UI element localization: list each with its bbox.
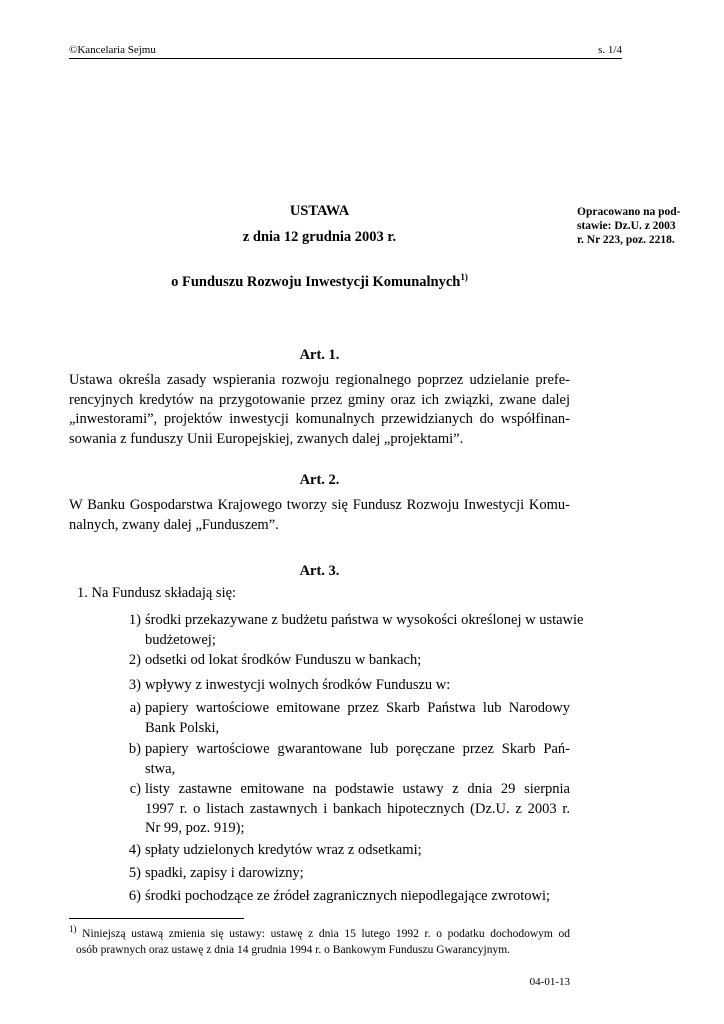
act-type: USTAWA	[289, 203, 350, 219]
footnote-mark: 1)	[69, 924, 77, 935]
list-subitem: b) papiery wartościowe gwarantowane lub poręczane przez Skarb Pań- stwa,	[128, 741, 570, 777]
act-date: z dnia 12 grudnia 2003 r.	[242, 229, 397, 245]
article-2-heading: Art. 2.	[299, 472, 340, 488]
document-date: 04-01-13	[529, 976, 570, 988]
footnote-divider	[69, 918, 244, 919]
list-item: 1) środki przekazywane z budżetu państwa w wysokości określonej w ustawie budżetowej;	[128, 612, 584, 648]
page-number: s. 1/4	[598, 44, 622, 56]
act-title: o Funduszu Rozwoju Inwestycji Komunalnych$^{1)}$	[171, 272, 468, 290]
article-2-text: W Banku Gospodarstwa Krajowego tworzy się Fundusz Rozwoju Inwestycji Komu- nalnych, zwany dalej „Funduszem”.	[69, 497, 570, 533]
list-item: 4) spłaty udzielonych kredytów wraz z odsetkami;	[128, 842, 422, 858]
list-item: 5) spadki, zapisy i darowizny;	[128, 865, 304, 881]
list-item: 6) środki pochodzące ze źródeł zagranicznych niepodlegające zwrotowi;	[128, 888, 550, 904]
list-item: 3) wpływy z inwestycji wolnych środków Funduszu w:	[128, 677, 451, 693]
header-copyright: ©Kancelaria Sejmu	[69, 44, 156, 56]
page-header	[69, 44, 622, 59]
list-item: 2) odsetki od lokat środków Funduszu w bankach;	[128, 652, 422, 668]
list-subitem: a) papiery wartościowe emitowane przez Skarb Państwa lub Narodowy Bank Polski,	[129, 700, 570, 736]
footnote: $^{1)}$ Niniejszą ustawą zmienia się ustawy: ustawę z dnia 15 lutego 1992 r. o podatku dochodowym od osób prawnych oraz ustawę z dnia 14 grudnia 1994 r. o Bankowym Funduszu Gwarancyjnym.	[69, 924, 570, 956]
source-note: Opracowano na pod- stawie: Dz.U. z 2003 r. Nr 223, poz. 2218.	[577, 206, 681, 246]
article-3-intro: 1. Na Fundusz składają się:	[77, 585, 237, 601]
article-1-text: Ustawa określa zasady wspierania rozwoju regionalnego poprzez udzielanie prefe- rencyjnych kredytów na przygotowanie przez gminy oraz ich związki, zwane dalej „inwestorami”, projektów inwestycji komunalnych przewidzianych do współfinan- sowania z funduszy Unii Europejskiej, zwanych dalej „projektami”.	[69, 372, 570, 447]
article-1-heading: Art. 1.	[299, 347, 340, 363]
footnote-ref[interactable]: 1)	[460, 272, 468, 283]
article-3-heading: Art. 3.	[299, 563, 340, 579]
list-subitem: c) listy zastawne emitowane na podstawie ustawy z dnia 29 sierpnia 1997 r. o listach zastawnych i bankach hipotecznych (Dz.U. z 2003 r. Nr 99, poz. 919);	[129, 781, 570, 836]
